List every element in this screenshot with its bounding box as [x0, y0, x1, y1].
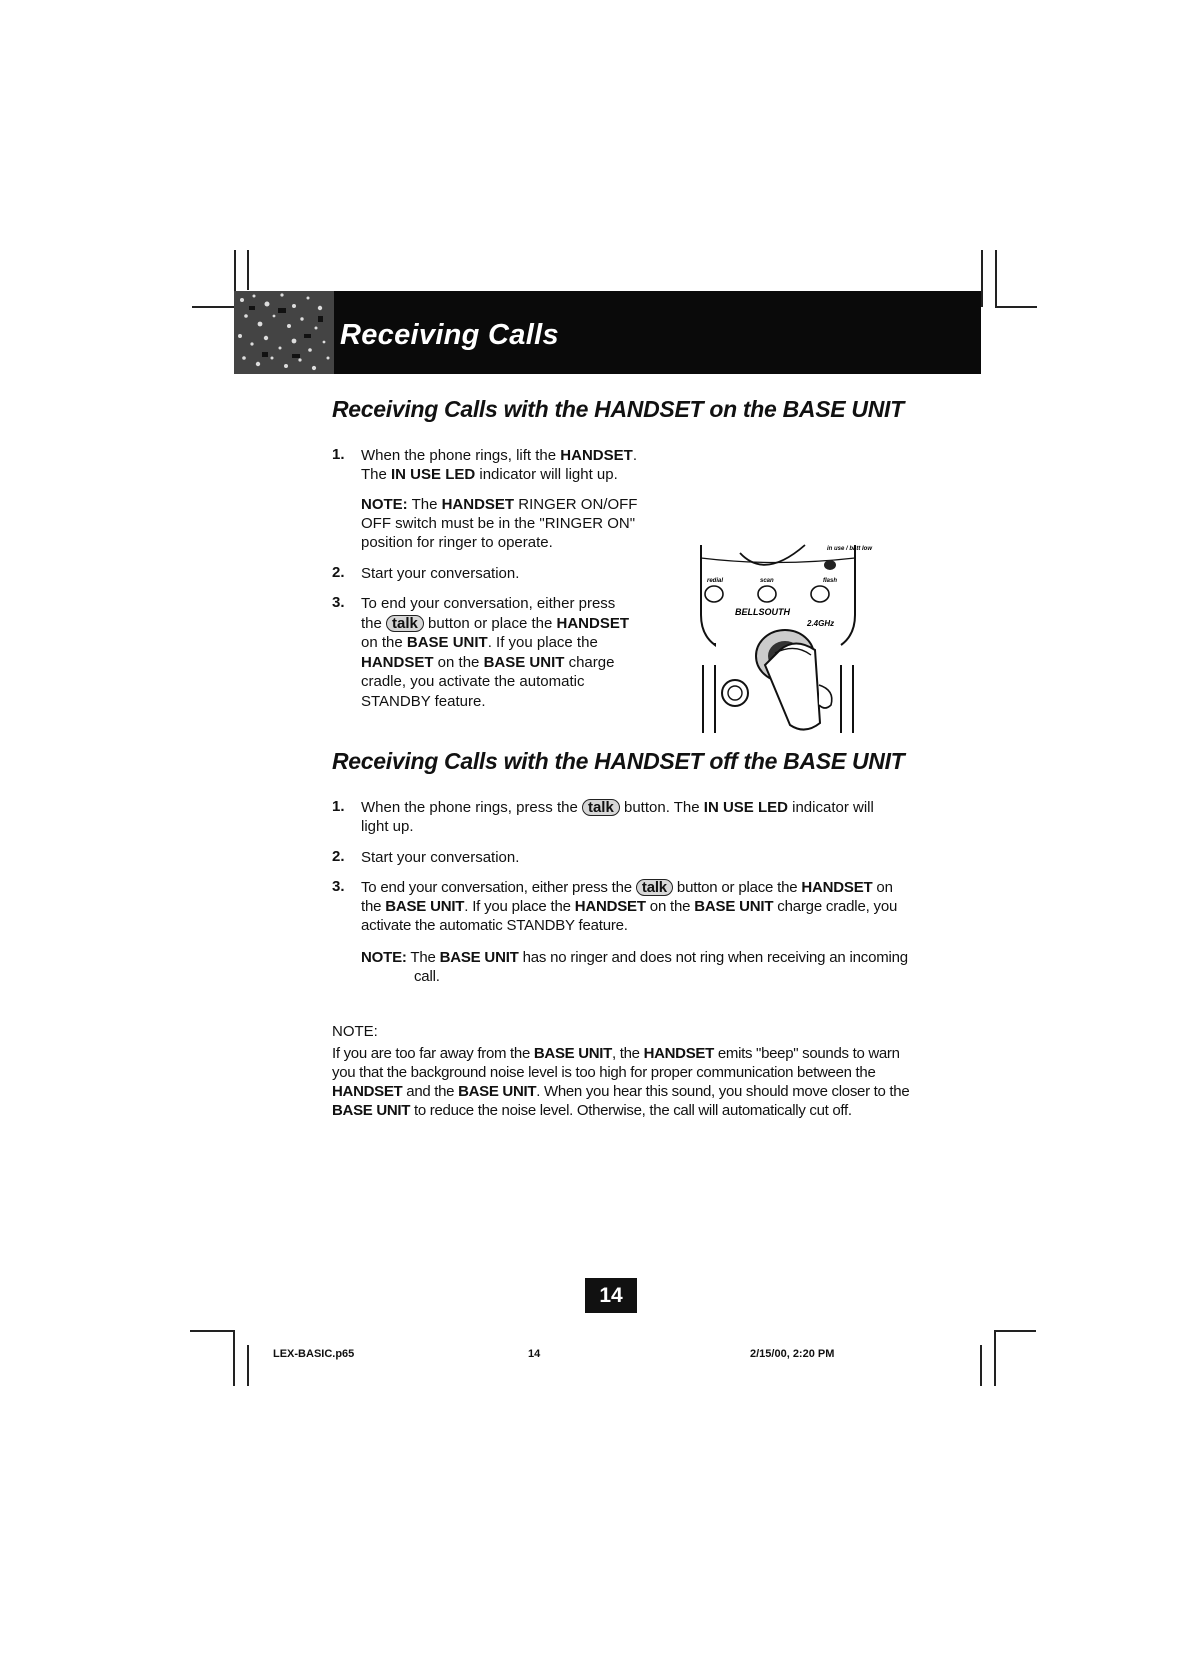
crop-mark — [995, 306, 1037, 308]
frequency-label: 2.4GHz — [807, 619, 835, 628]
step-number: 2. — [332, 848, 345, 865]
crop-mark — [995, 250, 997, 307]
step-3-text: To end your conversation, either press the talk button or place the HANDSET on the BASE UNIT. If you place the HANDSET on the BASE UNIT charge cradle, you activate the automatic STANDBY feature. — [361, 595, 629, 710]
crop-mark — [981, 250, 983, 307]
step-number: 2. — [332, 564, 345, 581]
redial-label: redial — [707, 578, 724, 584]
footer-timestamp: 2/15/00, 2:20 PM — [750, 1348, 835, 1360]
page-number-badge: 14 — [585, 1278, 637, 1313]
note-ringer-switch: NOTE: The HANDSET RINGER ON/OFF OFF switch must be in the "RINGER ON" position for ringer to operate. — [361, 496, 638, 551]
step-number: 1. — [332, 798, 345, 815]
step-3-text: To end your conversation, either press the talk button or place the HANDSET on the BASE UNIT. If you place the HANDSET on the BASE UNIT charge cradle, you activate the automatic STANDBY feature. — [361, 879, 898, 934]
bottom-note-label: NOTE: — [332, 1023, 378, 1040]
section-heading-handset-off-base: Receiving Calls with the HANDSET off the BASE UNIT — [332, 748, 905, 774]
crop-mark — [994, 1330, 1036, 1332]
footer-page: 14 — [528, 1348, 541, 1360]
banner-title: Receiving Calls — [340, 319, 559, 351]
step-1-text: When the phone rings, lift the HANDSET. The IN USE LED indicator will light up. — [361, 447, 637, 483]
flash-label: flash — [823, 578, 838, 584]
crop-mark — [247, 250, 249, 290]
scan-label: scan — [760, 578, 774, 584]
talk-button-icon: talk — [582, 799, 620, 816]
led-label: in use / batt low — [827, 546, 873, 552]
note-base-unit-no-ringer: NOTE: The BASE UNIT has no ringer and does not ring when receiving an incoming call. — [361, 949, 908, 985]
banner-texture-graphic — [234, 286, 334, 374]
crop-mark — [192, 306, 236, 308]
crop-mark — [233, 1330, 235, 1386]
talk-button-icon: talk — [386, 615, 424, 632]
step-2-text: Start your conversation. — [361, 565, 520, 582]
footer-filename: LEX-BASIC.p65 — [273, 1348, 355, 1360]
step-number: 1. — [332, 446, 345, 463]
bottom-note-text: If you are too far away from the BASE UNIT, the HANDSET emits "beep" sounds to warn you that the background noise level is too high for proper communication between the HANDSET and the BASE UNIT. When you hear this sound, you should move closer to the BASE UNIT to reduce the noise level. Otherwise, the call will automatically cut off. — [332, 1045, 910, 1119]
crop-mark — [980, 1345, 982, 1386]
step-number: 3. — [332, 878, 345, 895]
crop-mark — [247, 1345, 249, 1386]
step-number: 3. — [332, 594, 345, 611]
talk-button-icon: talk — [636, 879, 673, 896]
section-heading-handset-on-base: Receiving Calls with the HANDSET on the BASE UNIT — [332, 396, 904, 422]
step-2-text: Start your conversation. — [361, 849, 520, 866]
brand-logo: BELLSOUTH — [735, 607, 790, 617]
step-1-text: When the phone rings, press the talk button. The IN USE LED indicator will light up. — [361, 799, 874, 835]
base-unit-illustration — [695, 525, 873, 737]
crop-mark — [190, 1330, 234, 1332]
crop-mark — [994, 1330, 996, 1386]
